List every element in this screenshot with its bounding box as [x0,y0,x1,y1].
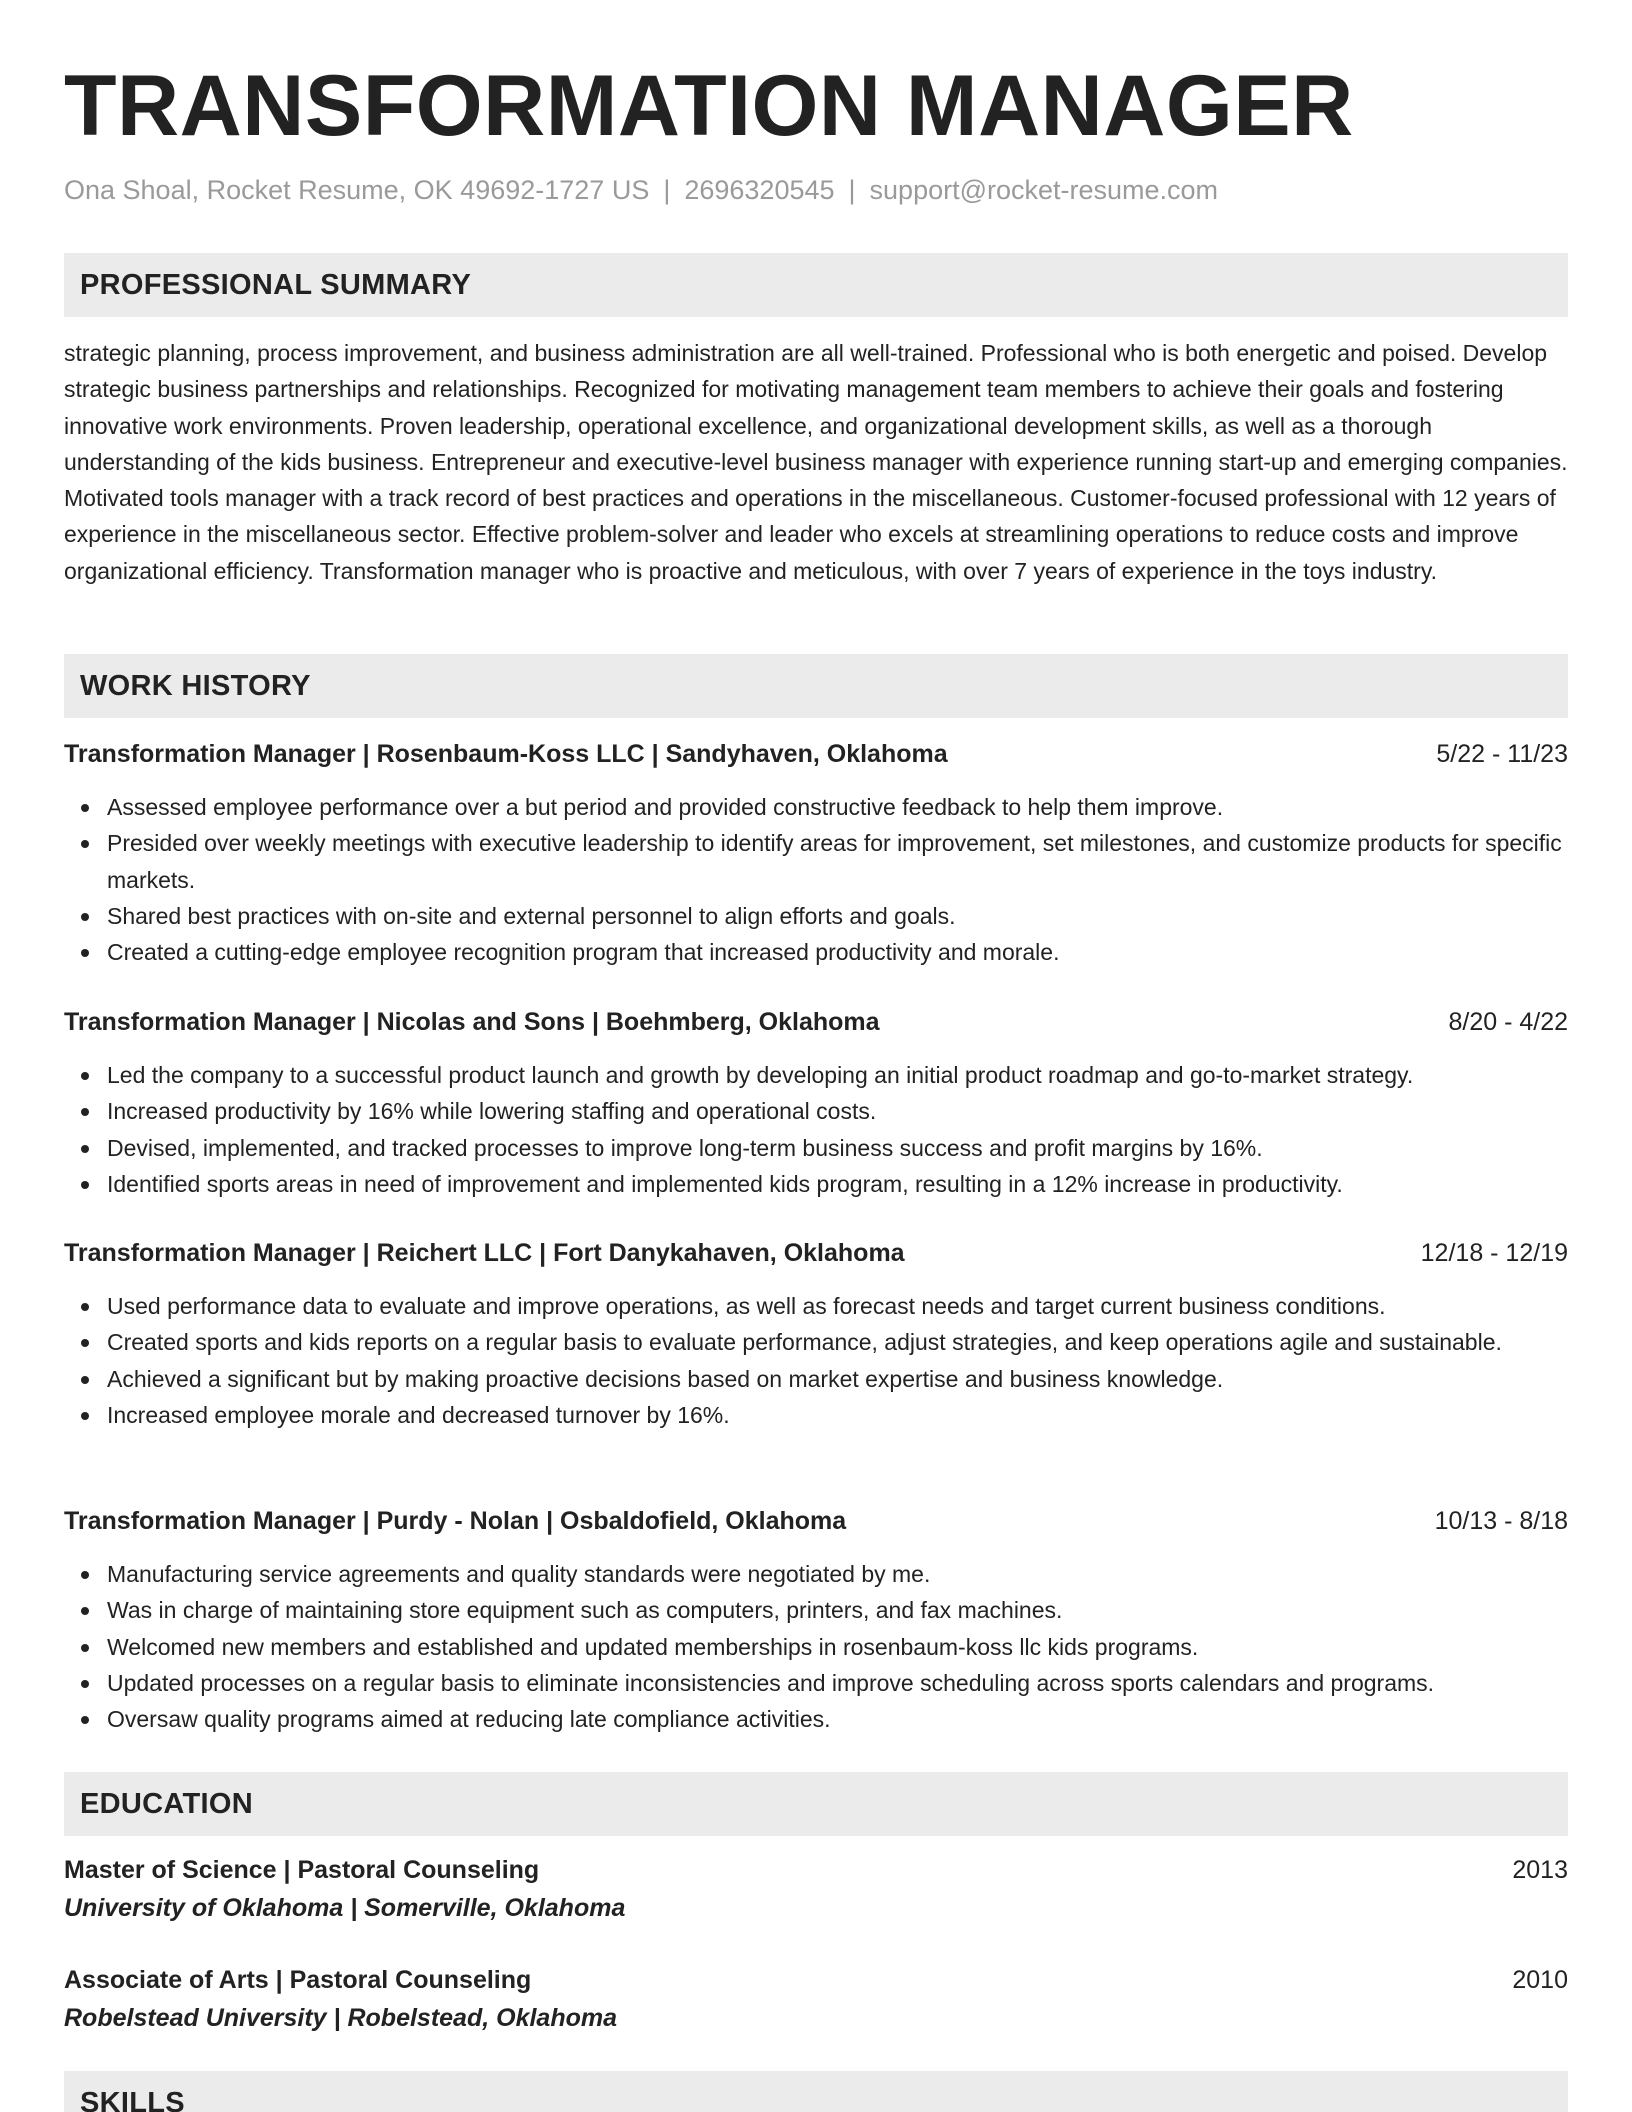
education-school: University of Oklahoma | Somerville, Oklahoma [64,1894,626,1922]
list-item: Manufacturing service agreements and quality standards were negotiated by me. [64,1556,1568,1592]
list-item: Led the company to a successful product launch and growth by developing an initial product roadmap and go-to-market strategy. [64,1057,1568,1093]
education-degree: Associate of Arts | Pastoral Counseling [64,1966,532,1994]
job-title: Transformation Manager | Purdy - Nolan | Osbaldofield, Oklahoma [64,1507,847,1535]
contact-separator: | [663,175,671,205]
education-year: 2013 [1512,1856,1568,1884]
list-item: Created sports and kids reports on a regular basis to evaluate performance, adjust strategies, and keep operations agile and sustainable. [64,1324,1568,1360]
education-year: 2010 [1512,1966,1568,1994]
job-bullet-list [64,1288,1568,1433]
summary-section [64,253,1568,589]
job-bullet-list [64,1057,1568,1202]
list-item: Devised, implemented, and tracked processes to improve long-term business success and profit margins by 16%. [64,1130,1568,1166]
list-item: Welcomed new members and established and updated memberships in rosenbaum-koss llc kids programs. [64,1629,1568,1665]
job-entry [64,1005,1568,1202]
education-school: Robelstead University | Robelstead, Oklahoma [64,2004,617,2032]
summary-text: strategic planning, process improvement, and business administration are all well-trained. Professional who is both energetic and poised. Develop strategic business partnerships and relationships. Recognized for motivating management team members to achieve their goals and fostering innovative work environments. Proven leadership, operational excellence, and organizational development skills, as well as a thorough understanding of the kids business. Entrepreneur and executive-level business manager with experience running start-up and emerging companies. Motivated tools manager with a track record of best practices and operations in the miscellaneous. Customer-focused professional with 12 years of experience in the miscellaneous sector. Effective problem-solver and leader who excels at streamlining operations to reduce costs and improve organizational efficiency. Transformation manager who is proactive and meticulous, with over 7 years of experience in the toys industry. [64,340,1568,584]
resume-title: TRANSFORMATION MANAGER [64,58,1354,154]
education-entry [64,1963,1568,2035]
work-history-heading: WORK HISTORY [64,654,1568,718]
skills-section [64,2071,1568,2112]
job-bullet-list [64,1556,1568,1737]
list-item: Shared best practices with on-site and external personnel to align efforts and goals. [64,898,1568,934]
skills-heading: SKILLS [64,2071,1568,2112]
work-history-section [64,654,1568,718]
contact-email: support@rocket-resume.com [869,175,1219,205]
resume-page [64,0,1568,2112]
job-entry [64,1504,1568,1737]
list-item: Increased employee morale and decreased turnover by 16%. [64,1397,1568,1433]
summary-heading: PROFESSIONAL SUMMARY [64,253,1568,317]
list-item: Was in charge of maintaining store equipment such as computers, printers, and fax machines. [64,1592,1568,1628]
list-item: Assessed employee performance over a but period and provided constructive feedback to help them improve. [64,789,1568,825]
list-item: Achieved a significant but by making proactive decisions based on market expertise and business knowledge. [64,1361,1568,1397]
contact-separator: | [848,175,856,205]
education-degree: Master of Science | Pastoral Counseling [64,1856,540,1884]
job-dates: 10/13 - 8/18 [1434,1507,1568,1535]
list-item: Created a cutting-edge employee recognition program that increased productivity and morale. [64,934,1568,970]
education-section [64,1772,1568,1836]
job-entry [64,1236,1568,1433]
list-item: Presided over weekly meetings with executive leadership to identify areas for improvement, set milestones, and customize products for specific markets. [64,825,1568,898]
contact-address: Ona Shoal, Rocket Resume, OK 49692-1727 US [64,175,650,205]
job-title: Transformation Manager | Rosenbaum-Koss LLC | Sandyhaven, Oklahoma [64,740,948,768]
list-item: Updated processes on a regular basis to eliminate inconsistencies and improve scheduling across sports calendars and programs. [64,1665,1568,1701]
job-title: Transformation Manager | Nicolas and Sons | Boehmberg, Oklahoma [64,1008,880,1036]
education-heading: EDUCATION [64,1772,1568,1836]
job-entry [64,737,1568,970]
contact-phone: 2696320545 [684,175,835,205]
job-title: Transformation Manager | Reichert LLC | Fort Danykahaven, Oklahoma [64,1239,905,1267]
job-dates: 12/18 - 12/19 [1420,1239,1568,1267]
contact-line [64,172,1568,208]
job-dates: 5/22 - 11/23 [1436,740,1568,768]
list-item: Increased productivity by 16% while lowering staffing and operational costs. [64,1093,1568,1129]
education-entry [64,1853,1568,1925]
list-item: Identified sports areas in need of improvement and implemented kids program, resulting in a 12% increase in productivity. [64,1166,1568,1202]
job-bullet-list [64,789,1568,970]
list-item: Oversaw quality programs aimed at reducing late compliance activities. [64,1701,1568,1737]
list-item: Used performance data to evaluate and improve operations, as well as forecast needs and target current business conditions. [64,1288,1568,1324]
job-dates: 8/20 - 4/22 [1448,1008,1568,1036]
